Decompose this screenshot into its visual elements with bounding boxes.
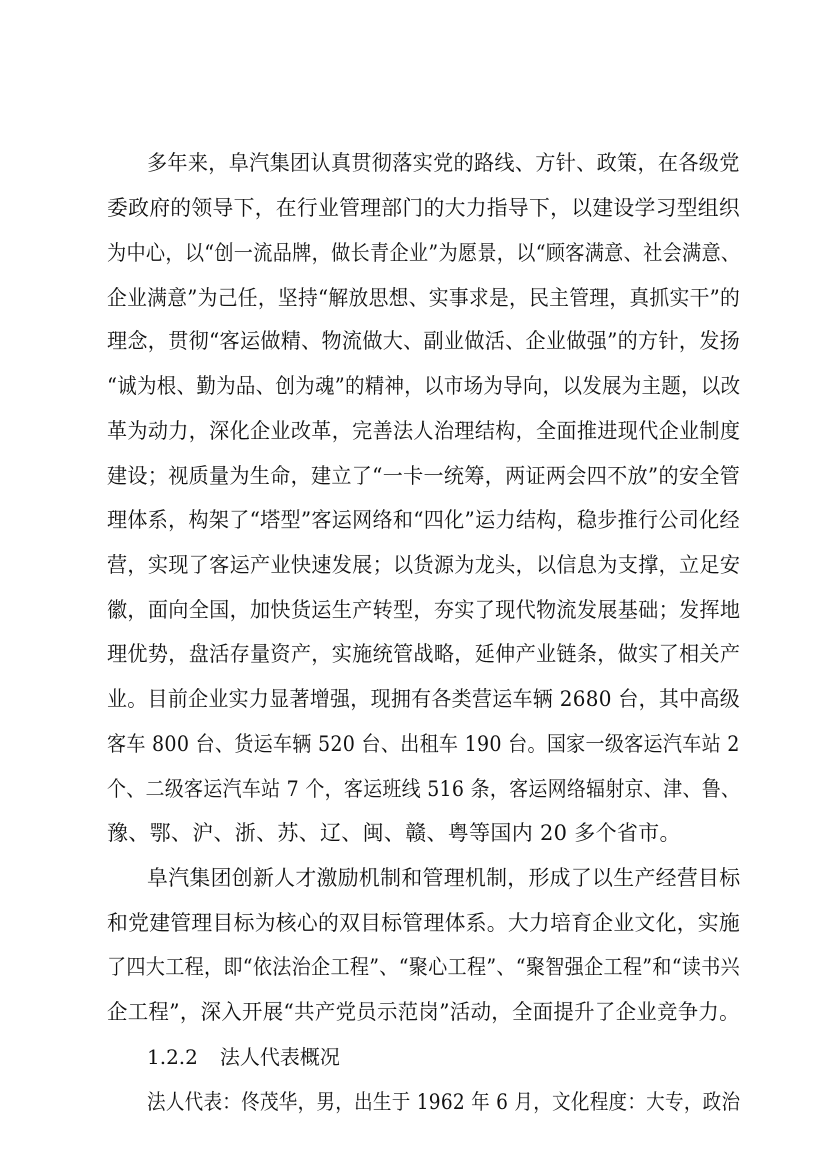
text-line: 企业满意”为己任，坚持“解放思想、实事求是，民主管理，真抓实干”的: [107, 286, 741, 310]
text-line: 业。目前企业实力显著增强，现拥有各类营运车辆 2680 台，其中高级: [107, 687, 741, 711]
text-line: “诚为根、勤为品、创为魂”的精神，以市场为导向，以发展为主题，以改: [107, 374, 741, 398]
text-line: 客车 800 台、货运车辆 520 台、出租车 190 台。国家一级客运汽车站 2: [107, 732, 740, 756]
text-line: 和党建管理目标为核心的双目标管理体系。大力培育企业文化，实施: [107, 911, 740, 935]
text-line: 徽，面向全国，加快货运生产转型，夯实了现代物流发展基础；发挥地: [107, 598, 741, 622]
text-line: 建设；视质量为生命，建立了“一卡一统筹，两证两会四不放”的安全管: [107, 464, 741, 488]
text-line: 营，实现了客运产业快速发展；以货源为龙头，以信息为支撑，立足安: [107, 553, 741, 577]
text-line: 企工程”，深入开展“共产党员示范岗”活动，全面提升了企业竞争力。: [107, 1000, 740, 1024]
text-line: 多年来，阜汽集团认真贯彻落实党的路线、方针、政策，在各级党: [147, 151, 740, 175]
text-line: 理念，贯彻“客运做精、物流做大、副业做活、企业做强”的方针，发扬: [107, 329, 741, 353]
text-line: 豫、鄂、沪、浙、苏、辽、闽、赣、粤等国内 20 多个省市。: [107, 821, 681, 845]
text-line: 个、二级客运汽车站 7 个，客运班线 516 条，客运网络辐射京、津、鲁、: [107, 777, 741, 801]
text-line: 革为动力，深化企业改革，完善法人治理结构，全面推进现代企业制度: [107, 419, 741, 443]
text-line: 理体系，构架了“塔型”客运网络和“四化”运力结构，稳步推行公司化经: [107, 508, 740, 532]
text-line: 了四大工程，即“依法治企工程”、“聚心工程”、“聚智强企工程”和“读书兴: [107, 955, 740, 979]
text-line: 为中心，以“创一流品牌，做长青企业”为愿景，以“顾客满意、社会满意、: [107, 241, 741, 265]
text-line: 阜汽集团创新人才激励机制和管理机制，形成了以生产经营目标: [147, 866, 741, 890]
section-heading: [147, 1044, 340, 1070]
section-number: 1.2.2: [147, 1045, 198, 1069]
text-line: 委政府的领导下，在行业管理部门的大力指导下，以建设学习型组织: [107, 196, 740, 220]
text-line: 法人代表：佟茂华，男，出生于 1962 年 6 月，文化程度：大专，政治: [147, 1090, 741, 1114]
text-line: 理优势，盘活存量资产，实施统管战略，延伸产业链条，做实了相关产: [107, 642, 741, 666]
section-title: 法人代表概况: [219, 1045, 340, 1069]
